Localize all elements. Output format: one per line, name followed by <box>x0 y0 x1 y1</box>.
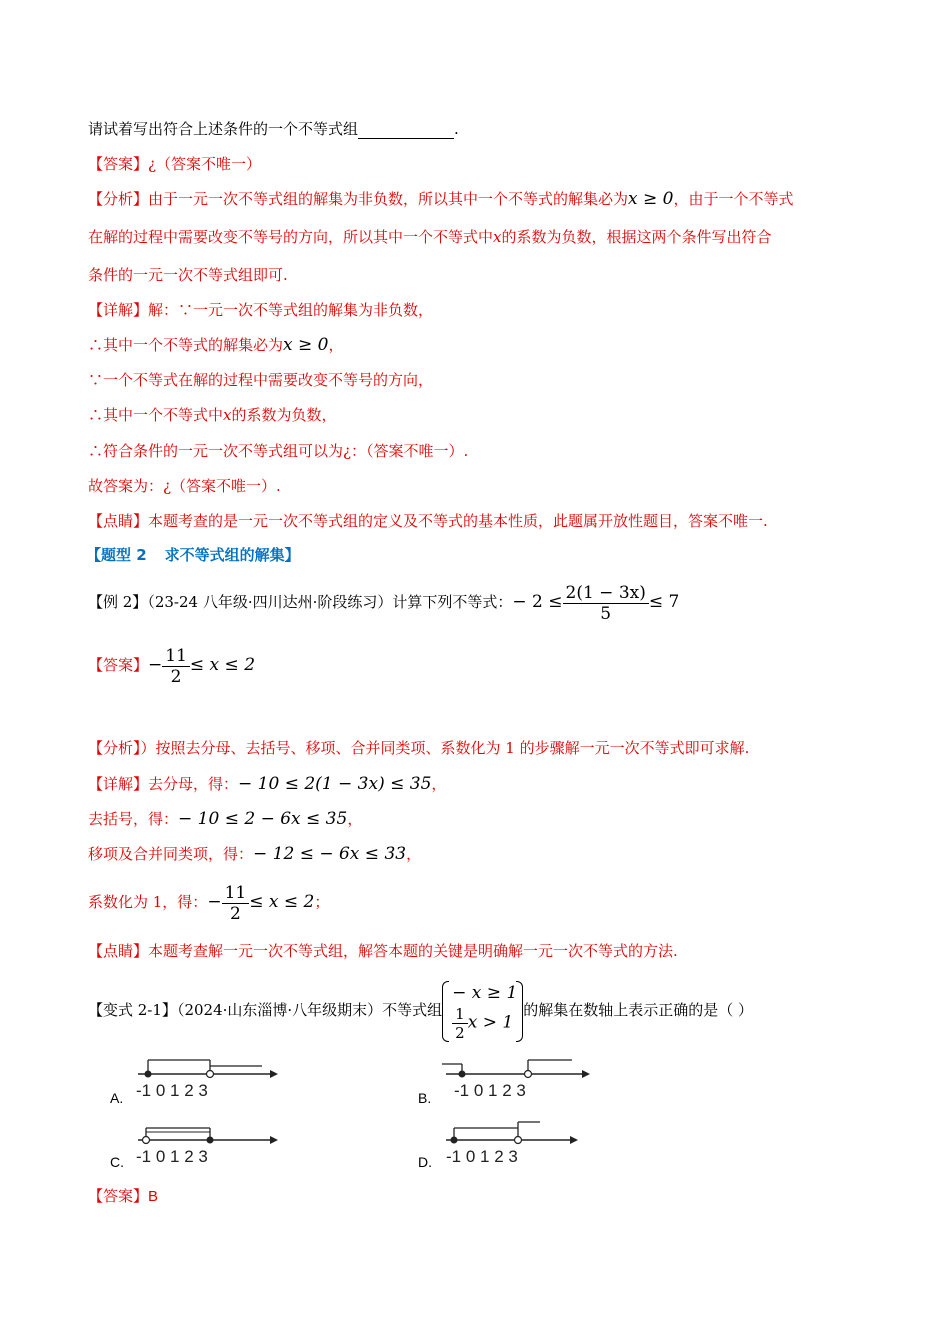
answer-text: ¿（答案不唯一） <box>148 155 262 173</box>
solid-dot <box>459 1071 466 1078</box>
number-line-d <box>440 1116 600 1166</box>
detail-text: 移项及合并同类项，得： <box>88 845 254 863</box>
system-row-1: − x ≥ 1 <box>452 982 518 1003</box>
option-label: B. <box>418 1090 432 1106</box>
detail-tag: 【详解】 <box>88 775 149 793</box>
fraction-denominator: 2 <box>455 1023 465 1042</box>
fraction-denominator: 5 <box>600 603 612 624</box>
fraction-denominator: 2 <box>170 666 182 687</box>
detail-1-line-1 <box>88 300 433 320</box>
variant-2-1 <box>88 972 753 1048</box>
detail-text: 的系数为负数， <box>231 406 337 424</box>
comment-1 <box>88 511 768 531</box>
option-label: A. <box>110 1090 124 1106</box>
math-lhs: − 2 ≤ <box>512 592 563 612</box>
solid-dot <box>451 1137 458 1144</box>
analysis-text: ）按照去分母、去括号、移项、合并同类项、系数化为 1 的步骤解一元一次不等式即可求解. <box>140 739 750 757</box>
tick-labels: -1 0 1 2 3 <box>136 1081 208 1100</box>
detail-text: ， <box>347 810 363 828</box>
hollow-dot <box>515 1137 522 1144</box>
option-b[interactable] <box>418 1052 588 1112</box>
tick-labels: -1 0 1 2 3 <box>136 1147 208 1166</box>
fraction-numerator: 11 <box>162 646 190 667</box>
left-brace <box>442 981 449 1042</box>
math-expression: − 10 ≤ 2 − 6x ≤ 35 <box>178 809 348 829</box>
analysis-tag: 【分析】 <box>88 739 141 757</box>
fraction-denominator: 2 <box>229 903 241 924</box>
analysis-text: ，由于一个不等式 <box>673 190 794 208</box>
detail-tag: 【详解】 <box>88 301 149 319</box>
option-label: C. <box>110 1154 124 1170</box>
answer-1 <box>88 154 261 174</box>
fraction <box>162 646 190 687</box>
analysis-text: 条件的一元一次不等式组即可. <box>88 266 288 284</box>
comment-tag: 【点睛】 <box>88 942 149 960</box>
detail-2-line-2 <box>88 809 362 829</box>
solid-dot <box>207 1137 214 1144</box>
math-variable: x <box>493 228 502 246</box>
tick-labels: -1 0 1 2 3 <box>454 1081 526 1100</box>
analysis-2 <box>88 738 749 758</box>
math-expression: − 12 ≤ − 6x ≤ 33 <box>253 844 407 864</box>
comment-text: 本题考查解一元一次不等式组，解答本题的关键是明确解一元一次不等式的方法. <box>148 942 678 960</box>
analysis-1-line-3 <box>88 265 288 285</box>
detail-text: ∴其中一个不等式的解集必为 <box>88 336 284 354</box>
detail-text: ， <box>328 336 344 354</box>
detail-text: 故答案为：¿（答案不唯一）. <box>88 477 281 495</box>
hollow-dot <box>525 1071 532 1078</box>
detail-1-line-4 <box>88 405 337 425</box>
number-line-a <box>130 1052 280 1102</box>
answer-text: B <box>148 1188 159 1205</box>
example-2 <box>88 580 679 624</box>
option-c[interactable] <box>110 1116 270 1176</box>
tick-labels: -1 0 1 2 3 <box>446 1147 518 1166</box>
option-label: D. <box>418 1154 432 1170</box>
analysis-1-line-1 <box>88 189 794 209</box>
detail-text: 系数化为 1，得： <box>88 893 208 911</box>
hollow-dot <box>143 1137 150 1144</box>
comment-text: 本题考查的是一元一次不等式组的定义及不等式的基本性质，此题属开放性题目，答案不唯一. <box>148 512 768 530</box>
math-rhs: ≤ 7 <box>648 592 680 612</box>
detail-text: 去括号，得： <box>88 810 179 828</box>
math-expression: − 10 ≤ 2(1 − 3x) ≤ 35 <box>238 774 432 794</box>
prompt-text: 请试着写出符合上述条件的一个不等式组 <box>88 120 359 138</box>
detail-text: ， <box>406 845 422 863</box>
axis-arrow <box>270 1136 278 1144</box>
detail-text: 去分母，得： <box>148 775 239 793</box>
math-expression: ≤ x ≤ 2 <box>249 892 315 912</box>
math-sign: − <box>148 655 163 675</box>
axis-arrow <box>582 1070 590 1078</box>
axis-arrow <box>570 1136 578 1144</box>
option-d[interactable] <box>418 1116 588 1176</box>
option-a[interactable] <box>110 1052 270 1112</box>
answer-tag: 【答案】 <box>88 656 149 674</box>
answer-tag: 【答案】 <box>88 1187 149 1205</box>
math-expression: x > 1 <box>467 1012 514 1032</box>
number-line-b <box>440 1052 600 1102</box>
answer-blank <box>358 122 454 139</box>
math-expression: x ≥ 0 <box>628 189 674 209</box>
prompt-line <box>88 119 459 139</box>
analysis-text: 由于一元一次不等式组的解集为非负数，所以其中一个不等式的解集必为 <box>148 190 629 208</box>
solid-dot <box>145 1071 152 1078</box>
answer-2 <box>88 643 255 687</box>
math-expression: x ≥ 0 <box>283 335 329 355</box>
example-text: （23-24 八年级·四川达州·阶段练习）计算下列不等式： <box>147 593 513 611</box>
variant-question: 的解集在数轴上表示正确的是（ ） <box>523 1001 754 1019</box>
detail-1-line-5 <box>88 441 468 461</box>
fraction-numerator: 1 <box>452 1005 468 1024</box>
system-row-2 <box>452 1005 517 1042</box>
number-line-c <box>130 1116 280 1166</box>
fraction-numerator: 2(1 − 3x) <box>563 583 649 604</box>
detail-2-line-3 <box>88 844 421 864</box>
detail-text: ， <box>431 775 447 793</box>
section-heading <box>86 545 300 565</box>
math-variable: x <box>223 406 232 424</box>
detail-2-line-4 <box>88 880 329 924</box>
section-label: 【题型 2 <box>86 546 147 564</box>
detail-text: ∴其中一个不等式中 <box>88 406 224 424</box>
fraction-numerator: 11 <box>222 883 250 904</box>
hollow-dot <box>207 1071 214 1078</box>
analysis-tag: 【分析】 <box>88 190 149 208</box>
comment-2 <box>88 941 678 961</box>
detail-text: 解：∵一元一次不等式组的解集为非负数， <box>148 301 434 319</box>
detail-1-line-3 <box>88 370 433 390</box>
analysis-1-line-2 <box>88 227 772 247</box>
axis-arrow <box>270 1070 278 1078</box>
analysis-text: 在解的过程中需要改变不等号的方向，所以其中一个不等式中 <box>88 228 494 246</box>
right-brace <box>516 981 523 1042</box>
math-expression: ≤ x ≤ 2 <box>189 655 256 675</box>
answer-3 <box>88 1186 158 1207</box>
detail-1-line-2 <box>88 335 344 355</box>
section-title: 求不等式组的解集】 <box>164 546 300 564</box>
answer-tag: 【答案】 <box>88 155 149 173</box>
variant-source: （2024·山东淄博·八年级期末）不等式组 <box>176 1001 443 1019</box>
example-tag: 【例 2】 <box>88 593 148 611</box>
fraction <box>563 583 649 624</box>
comment-tag: 【点睛】 <box>88 512 149 530</box>
detail-text: ； <box>314 893 330 911</box>
detail-2-line-1 <box>88 774 446 794</box>
prompt-end: . <box>454 120 459 138</box>
analysis-text: 的系数为负数，根据这两个条件写出符合 <box>501 228 772 246</box>
detail-text: ∵一个不等式在解的过程中需要改变不等号的方向， <box>88 371 434 389</box>
detail-1-line-6 <box>88 476 281 496</box>
fraction <box>222 883 250 924</box>
inequality-system <box>442 981 523 1042</box>
math-sign: − <box>207 892 222 912</box>
detail-text: ∴符合条件的一元一次不等式组可以为¿：（答案不唯一）. <box>88 442 469 460</box>
variant-tag: 【变式 2-1】 <box>88 1001 177 1019</box>
